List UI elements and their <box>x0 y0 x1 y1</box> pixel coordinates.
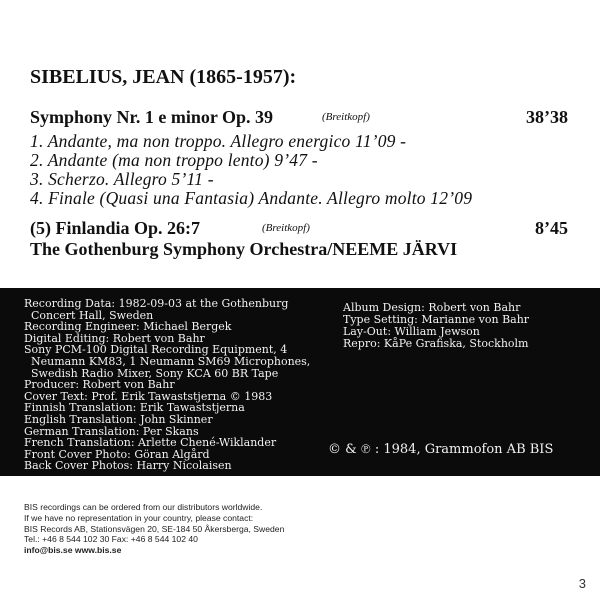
order-line: If we have no representation in your country, please contact: <box>24 512 254 523</box>
credit-line: Producer: Robert von Bahr <box>24 378 175 392</box>
symphony-publisher: (Breitkopf) <box>322 111 370 123</box>
credits-panel <box>0 288 600 476</box>
order-line: BIS recordings can be ordered from our distributors worldwide. <box>24 502 263 512</box>
design-credit: Lay-Out: William Jewson <box>343 325 480 338</box>
credit-line: French Translation: Arlette Chené-Wiklander <box>24 436 277 450</box>
credit-line: Digital Editing: Robert von Bahr <box>24 331 205 345</box>
order-line: BIS Records AB, Stationsvägen 20, SE-184 50 Åkersberga, Sweden <box>24 523 285 534</box>
credit-line: German Translation: Per Skans <box>24 424 199 438</box>
credit-line: Sony PCM-100 Digital Recording Equipment, 4 <box>24 343 288 357</box>
credit-line: English Translation: John Skinner <box>24 413 213 426</box>
finlandia-title: (5) Finlandia Op. 26:7 <box>30 218 201 238</box>
order-line: Tel.: +46 8 544 102 30 Fax: +46 8 544 102 40 <box>24 534 198 545</box>
movement-3: 3. Scherzo. Allegro 5’11 - <box>30 169 214 189</box>
credit-line: Front Cover Photo: Göran Algård <box>24 447 210 461</box>
design-credit: Album Design: Robert von Bahr <box>343 301 521 314</box>
copyright-notice: © & ℗ : 1984, Grammofon AB BIS <box>328 442 554 457</box>
design-credit: Repro: KåPe Grafiska, Stockholm <box>343 337 529 350</box>
credit-line: Recording Data: 1982-09-03 at the Gothenburg <box>24 297 289 310</box>
symphony-title: Symphony Nr. 1 e minor Op. 39 <box>30 107 274 127</box>
ordering-info <box>24 502 284 556</box>
credit-line: Cover Text: Prof. Erik Tawaststjerna © 1983 <box>24 389 273 403</box>
symphony-duration: 38’38 <box>526 107 568 127</box>
finlandia-duration: 8’45 <box>535 218 568 238</box>
orchestra-conductor: The Gothenburg Symphony Orchestra/NEEME JÄRVI <box>30 239 458 259</box>
credit-line: Neumann KM83, 1 Neumann SM69 Microphones, <box>24 355 311 368</box>
credit-line: Swedish Radio Mixer, Sony KCA 60 BR Tape <box>24 366 279 380</box>
credit-line: Concert Hall, Sweden <box>24 308 154 322</box>
credit-line: Recording Engineer: Michael Bergek <box>24 320 232 334</box>
credit-line: Finnish Translation: Erik Tawaststjerna <box>24 401 245 415</box>
credit-line: Back Cover Photos: Harry Nicolaisen <box>24 459 232 473</box>
movement-2: 2. Andante (ma non troppo lento) 9’47 - <box>30 150 318 170</box>
movement-1: 1. Andante, ma non troppo. Allegro energico 11’09 - <box>30 131 407 151</box>
design-credit: Type Setting: Marianne von Bahr <box>343 313 530 326</box>
finlandia-publisher: (Breitkopf) <box>262 222 310 234</box>
page-number: 3 <box>578 576 586 591</box>
composer-heading: SIBELIUS, JEAN (1865-1957): <box>30 66 297 88</box>
movement-4: 4. Finale (Quasi una Fantasia) Andante. Allegro molto 12’09 <box>30 188 473 208</box>
contact-links[interactable]: info@bis.se www.bis.se <box>24 545 122 556</box>
